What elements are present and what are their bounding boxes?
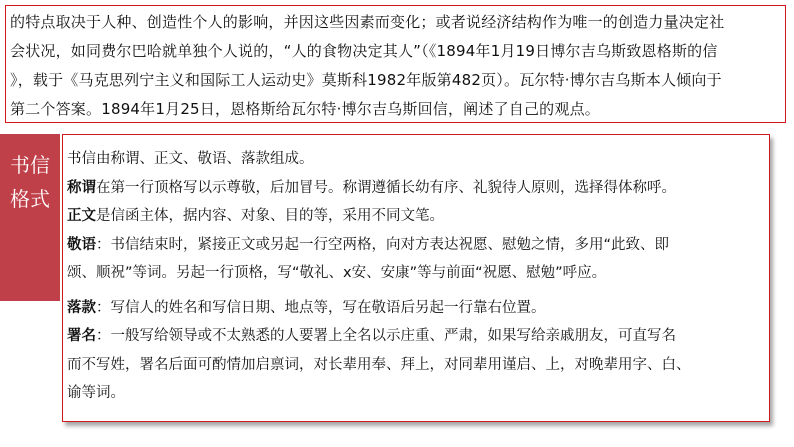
closing-term: 落款 <box>67 299 96 316</box>
closing-line <box>67 294 765 323</box>
top-text-line: 会状况，如同费尔巴哈就单独个人说的，“人的食物决定其人”（《1894年1月19日博尔吉乌斯致恩格斯的信 <box>10 42 718 60</box>
letter-format-tag <box>0 134 60 301</box>
body-term: 正文 <box>67 208 96 224</box>
tag-line-1: 书信 <box>10 153 50 177</box>
letter-format-box <box>62 134 770 422</box>
body-text: 是信函主体，据内容、对象、目的等，采用不同文笔。 <box>96 208 444 224</box>
tag-line-2: 格式 <box>10 187 50 211</box>
signature-line-2: 而不写姓，署名后面可酌情加启禀词，对长辈用奉、拜上，对同辈用谨启、上，对晚辈用字、白、 <box>67 356 691 373</box>
signature-line-3: 谕等词。 <box>67 385 125 401</box>
salutation-term: 称谓 <box>67 179 96 196</box>
signature-text-1: ：一般写给领导或不太熟悉的人要署上全名以示庄重、严肃，如果写给亲戚朋友，可直写名 <box>96 328 676 344</box>
signature-line <box>67 322 765 351</box>
top-text-line: 的特点取决于人种、创造性个人的影响，并因这些因素而变化；或者说经济结构作为唯一的创造力量决定社 <box>10 13 725 31</box>
signature-term: 署名 <box>67 328 96 344</box>
top-text-line: 》，载于《马克思列宁主义和国际工人运动史》莫斯科1982年版第482页）。瓦尔特·博尔吉乌斯本人倾向于 <box>10 71 722 89</box>
greeting-line <box>67 231 765 260</box>
salutation-line <box>67 174 765 203</box>
salutation-text: 在第一行顶格写以示尊敬，后加冒号。称谓遵循长幼有序、礼貌待人原则，选择得体称呼。 <box>96 179 676 196</box>
greeting-text-1: ：书信结束时，紧接正文或另起一行空两格，向对方表达祝愿、慰勉之情，多用“此致、即 <box>96 236 670 253</box>
greeting-term: 敬语 <box>67 236 96 253</box>
top-text-box <box>5 5 786 123</box>
greeting-line-2: 颂、顺祝”等词。另起一行顶格，写“敬礼、x安、安康”等与前面“祝愿、慰勉”呼应。 <box>67 265 607 281</box>
body-line <box>67 202 765 231</box>
intro-line: 书信由称谓、正文、敬语、落款组成。 <box>67 151 314 167</box>
top-text-line: 第二个答案。1894年1月25日，恩格斯给瓦尔特·博尔吉乌斯回信，阐述了自己的观点。 <box>10 100 600 118</box>
closing-text: ：写信人的姓名和写信日期、地点等，写在敬语后另起一行靠右位置。 <box>96 299 546 316</box>
